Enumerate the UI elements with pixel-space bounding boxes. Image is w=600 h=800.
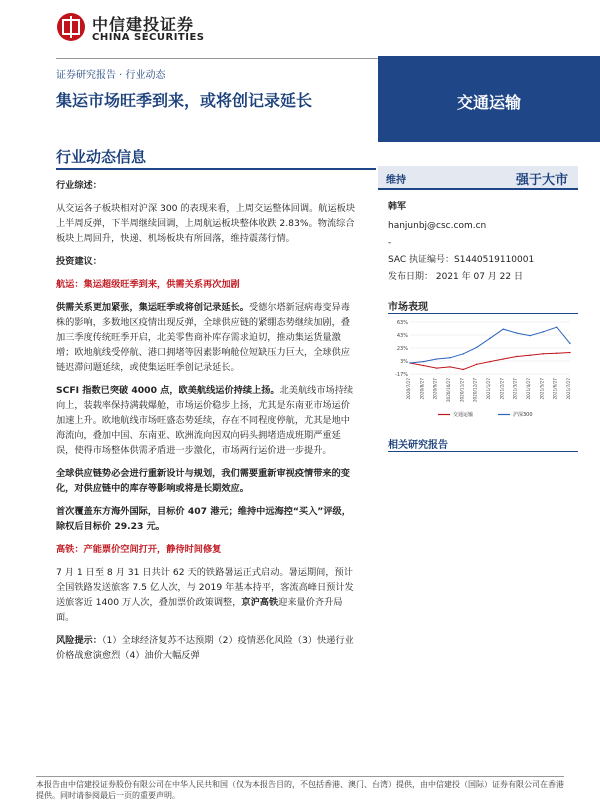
analyst-email[interactable]: hanjunbj@csc.com.cn [388,221,487,231]
x-tick-label: 2021/5/27 [539,378,545,400]
data-point [503,358,504,359]
y-tick-label: 63% [396,320,408,326]
data-point [449,366,450,367]
company-logo [56,10,226,50]
x-tick-label: 2020/11/27 [459,378,465,403]
performance-chart [388,316,578,420]
paragraph-text: 受德尔塔新冠病毒变异毒株的影响，多数地区疫情出现反弹，全球供应链的紧绷态势继续加剧，叠加三季度传统旺季开启，北美零售商补库存需求迫切，推动集运货量激增；欧地航线受停航、港口拥堵等因素影响舱位短缺压力巨大，全球供应链迟滞问题延续，或使集运旺季创记录延长。 [56,302,350,373]
x-tick-label: 2021/1/27 [486,378,491,400]
breadcrumb: 证券研究报告 · 行业动态 [56,70,166,81]
data-point [463,369,464,370]
paragraph-coverage: 首次覆盖东方海外国际，目标价 407 港元；维持中远海控“买入”评级，除权后目标价 29.23 元。 [56,506,351,532]
paragraph-text: 迎来量价齐升局面。 [56,597,343,623]
data-point [476,347,477,348]
paragraph-rail [56,565,356,625]
report-body [56,178,356,671]
related-research-heading: 相关研究报告 [388,440,448,451]
publish-date: 发布日期： 2021 年 07 月 22 日 [388,272,523,282]
x-tick-label: 2021/2/27 [499,378,505,400]
analyst-info [388,200,578,287]
analyst-sac: SAC 执证编号：S1440519110001 [388,255,535,265]
data-point [516,356,517,357]
summary-heading: 行业综述： [56,180,102,191]
data-point [569,343,570,344]
data-point [516,332,517,333]
section-heading: 行业动态信息 [56,148,147,166]
data-point [409,362,410,363]
paragraph-highlight: 京沪高铁 [241,597,279,608]
data-point [436,367,437,368]
x-tick-label: 2021/6/27 [552,378,558,400]
analyst-name: 韩军 [388,202,407,212]
data-point [436,358,437,359]
logo-text-en: CHINA SECURITIES [92,32,205,43]
paragraph-lead: 供需关系更加紧张，集运旺季或将创记录延长。 [56,302,249,313]
x-tick-label: 2020/10/27 [446,378,451,403]
paragraph-supply-demand [56,300,356,375]
data-point [529,335,530,336]
analyst-dash: - [388,238,392,248]
x-tick-label: 2021/4/27 [526,378,531,400]
data-point [463,353,464,354]
risk-paragraph [56,633,356,663]
data-point [489,338,490,339]
paragraph-scfi [56,383,356,458]
data-point [476,364,477,365]
legend-label: 沪深300 [513,412,533,418]
rail-heading: 高铁：产能票价空间打开，静待时间修复 [56,544,222,555]
data-point [489,361,490,362]
x-tick-label: 2021/7/27 [566,378,571,400]
y-tick-label: -17% [395,372,408,378]
sector-label: 交通运输 [456,93,521,112]
paragraph-lead: SCFI 指数已突破 4000 点，欧美航线运价持续上扬。 [56,385,280,396]
logo-text-cn: 中信建投证券 [92,15,195,34]
y-tick-label: 3% [400,359,408,365]
rating-maintain: 维持 [386,175,406,186]
report-title: 集运市场旺季到来，或将创记录延长 [56,91,313,110]
legend-label: 交通运输 [453,412,474,418]
footer-disclaimer: 本报告由中信建投证券股份有限公司在中华人民共和国（仅为本报告目的，不包括香港、澳门、台湾）提供，由中信建投（国际）证券有限公司在香港提供。同时请参阅最后一页的重要声明。 [36,780,564,800]
rating-value: 强于大市 [515,173,568,188]
paragraph-text: 北美航线市场持续向上，装载率保持满载爆舱，市场运价稳步上扬，尤其是东南亚市场运价加速上升。欧地航线市场旺盛态势延续，存在不同程度停航，尤其是地中海流向，叠加中国、东南亚、欧洲流向因双向码头拥堵造成班期严重延误，使得市场整体供需矛盾进一步激化，市场两行运价进一步提升。 [56,385,354,456]
csc-logo-icon [56,12,86,42]
section-divider [56,168,376,170]
data-point [543,331,544,332]
data-point [503,328,504,329]
x-tick-label: 2021/3/27 [512,378,518,400]
x-tick-label: 2020/7/27 [406,378,411,400]
risk-label: 风险提示： [56,635,102,646]
summary-paragraph: 从交运各子板块相对沪深 300 的表现来看，上周交运整体回调。航运板块上半周反弹，下半周继续回调，上周航运板块整体收跌 2.83%。物流综合板块上周回升，快递、机场板块有所回落，维持震荡行情。 [56,203,356,244]
related-divider [388,451,578,452]
y-tick-label: 23% [396,346,408,352]
data-point [556,327,557,328]
performance-divider [388,313,578,314]
risk-text: （1）全球经济复苏不达预期（2）疫情恶化风险（3）快递行业价格战愈演愈烈（4）油价大幅反弹 [56,635,354,661]
investment-heading: 投资建议： [56,256,102,267]
series-line-1 [410,327,570,363]
sector-banner [378,56,600,142]
x-tick-label: 2020/8/27 [419,378,425,400]
y-tick-label: 43% [396,333,408,339]
data-point [449,357,450,358]
rating-bar [378,166,578,190]
footer-divider [36,776,564,777]
data-point [423,361,424,362]
x-tick-label: 2020/9/27 [432,378,438,400]
data-point [556,353,557,354]
paragraph-supply-chain: 全球供应链势必会进行重新设计与规划，我们需要重新审视疫情带来的变化，对供应链中的库存等影响或将是长期效应。 [56,468,350,494]
data-point [569,352,570,353]
x-tick-label: 2020/12/27 [472,378,478,403]
data-point [529,354,530,355]
paragraph-text: 7 月 1 日至 8 月 31 日共计 62 天的铁路暑运正式启动。暑运期间，预计全国铁路发送旅客 7.5 亿人次，与 2019 年基本持平，客流高峰日预计发送旅客近 1400 万人次，叠加票价政策调整， [56,567,354,608]
performance-heading: 市场表现 [388,302,428,313]
data-point [543,353,544,354]
shipping-heading: 航运：集运超级旺季到来，供需关系再次加剧 [56,279,240,290]
data-point [423,365,424,366]
